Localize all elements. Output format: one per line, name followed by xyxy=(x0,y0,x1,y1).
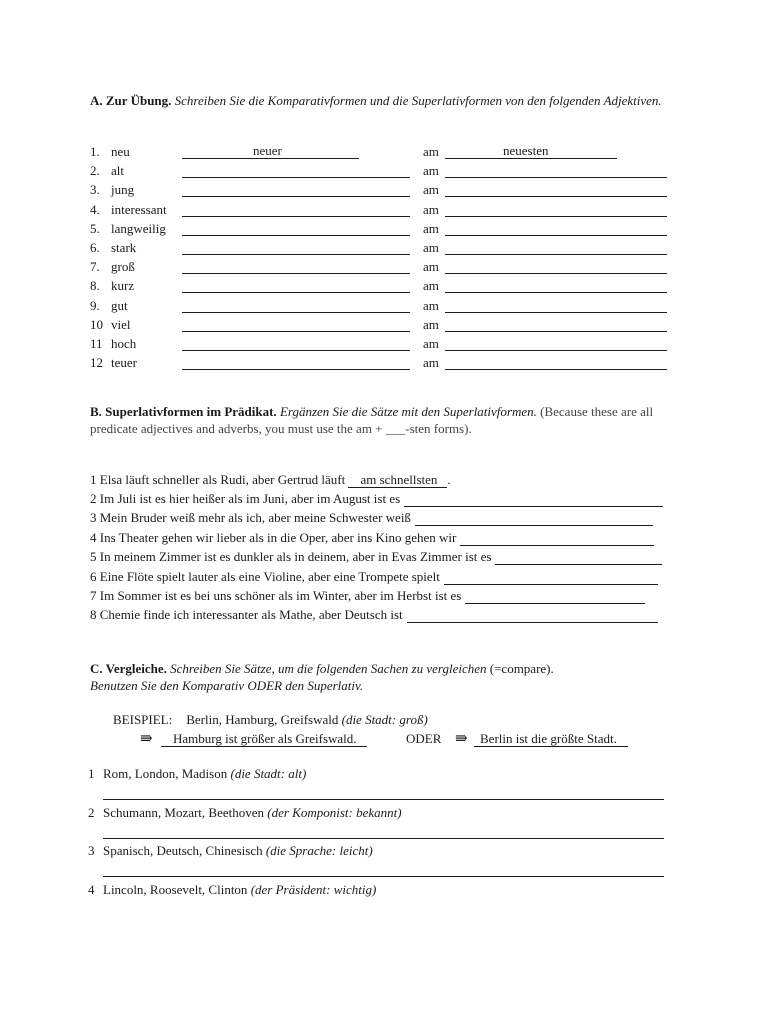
adjective-word: groß xyxy=(111,259,135,275)
comparative-blank[interactable] xyxy=(182,331,410,332)
item-number: 12 xyxy=(90,355,103,371)
item-number: 1 xyxy=(88,766,95,781)
item-number: 5. xyxy=(90,220,100,236)
comparative-blank[interactable] xyxy=(182,196,410,197)
adjective-word: alt xyxy=(111,163,124,179)
sentence-text: 2 Im Juli ist es hier heißer als im Juni, aber im August ist es xyxy=(90,491,401,506)
adjective-word: viel xyxy=(111,316,131,332)
example-label: BEISPIEL: xyxy=(113,712,173,727)
answer-blank[interactable] xyxy=(495,552,662,565)
superlative-blank[interactable] xyxy=(445,350,667,351)
arrow-icon: ⇛ xyxy=(140,731,153,747)
section-b-note: (Because these are all predicate adjectives and adverbs, you must use the am + ___-sten forms). xyxy=(90,404,654,436)
sentence-1-answer: am schnellsten xyxy=(348,473,447,488)
adjective-word: interessant xyxy=(111,201,167,217)
compare-hint: (die Stadt: alt) xyxy=(230,766,307,781)
example-words: Berlin, Hamburg, Greifswald xyxy=(186,712,342,727)
sentence-text: 6 Eine Flöte spielt lauter als eine Violine, aber eine Trompete spielt xyxy=(90,568,440,584)
sentence-row xyxy=(90,491,663,507)
comparative-blank[interactable] xyxy=(182,235,410,236)
am-label: am xyxy=(423,278,439,294)
item-number: 3 xyxy=(88,843,95,858)
comparative-blank[interactable] xyxy=(182,312,410,313)
sentence-text: 7 Im Sommer ist es bei uns schöner als im Winter, aber im Herbst ist es xyxy=(90,588,462,603)
adjective-word: langweilig xyxy=(111,220,166,236)
am-label: am xyxy=(423,182,439,198)
sentence-row xyxy=(90,588,645,604)
item-number: 9. xyxy=(90,297,100,313)
compare-words-text: Lincoln, Roosevelt, Clinton xyxy=(103,881,251,897)
item-number: 3. xyxy=(90,182,100,198)
arrow-icon: ⇛ xyxy=(455,731,468,747)
item-number: 2. xyxy=(90,163,100,179)
sentence-text: 3 Mein Bruder weiß mehr als ich, aber meine Schwester weiß xyxy=(90,510,411,526)
superlative-blank[interactable] xyxy=(445,177,667,178)
compare-words xyxy=(103,805,402,821)
section-b-title: B. Superlativformen im Prädikat. xyxy=(90,404,277,419)
compare-words xyxy=(103,882,376,898)
comparative-blank[interactable] xyxy=(182,254,410,255)
am-label: am xyxy=(423,240,439,255)
am-label: am xyxy=(423,316,439,332)
compare-hint: (der Präsident: wichtig) xyxy=(250,881,377,897)
answer-blank[interactable] xyxy=(404,494,663,507)
adjective-word: gut xyxy=(111,297,128,313)
superlative-blank[interactable] xyxy=(445,235,667,236)
item-number: 10 xyxy=(90,316,103,332)
sentence-text: 4 Ins Theater gehen wir lieber als in die Oper, aber ins Kino gehen wir xyxy=(90,529,457,545)
superlative-blank[interactable] xyxy=(445,292,667,293)
sentence-row xyxy=(90,607,658,623)
answer-blank[interactable] xyxy=(460,533,654,546)
superlative-blank[interactable] xyxy=(445,196,667,197)
section-c-instructions: Schreiben Sie Sätze, um die folgenden Sachen zu vergleichen xyxy=(166,661,487,676)
am-label: am xyxy=(423,144,439,159)
sentence-text: 5 In meinem Zimmer ist es dunkler als in deinem, aber in Evas Zimmer ist es xyxy=(90,549,492,565)
section-b-instructions: Ergänzen Sie die Sätze mit den Superlativformen. xyxy=(276,404,537,419)
am-label: am xyxy=(423,163,439,179)
am-label: am xyxy=(423,355,439,371)
compare-words-text: Rom, London, Madison xyxy=(103,766,231,781)
adjective-word: neu xyxy=(111,144,130,159)
item-number: 6. xyxy=(90,240,100,255)
comparative-blank[interactable] xyxy=(182,292,410,293)
item-number: 4. xyxy=(90,201,100,217)
item-number: 8. xyxy=(90,278,100,294)
answer-line[interactable] xyxy=(103,799,664,800)
section-c-instructions-2: Benutzen Sie den Komparativ ODER den Superlativ. xyxy=(90,678,364,693)
comparative-blank[interactable] xyxy=(182,350,410,351)
superlative-blank[interactable] xyxy=(445,331,667,332)
adjective-word: jung xyxy=(111,182,135,198)
example-answer-2: Berlin ist die größte Stadt. xyxy=(474,731,628,747)
example-hint: (die Stadt: groß) xyxy=(341,712,428,727)
example-line xyxy=(113,712,428,728)
item-number: 2 xyxy=(88,804,95,820)
comparative-blank[interactable] xyxy=(182,216,410,217)
sentence-row xyxy=(90,569,658,585)
compare-hint: (die Sprache: leicht) xyxy=(265,843,373,858)
superlative-blank[interactable] xyxy=(445,254,667,255)
section-b-heading xyxy=(90,403,680,437)
item-number: 1. xyxy=(90,144,100,159)
sentence-row xyxy=(90,549,662,565)
am-label: am xyxy=(423,259,439,275)
superlative-blank[interactable] xyxy=(445,216,667,217)
sentence-row xyxy=(90,530,654,546)
compare-words-text: Spanisch, Deutsch, Chinesisch xyxy=(103,843,266,858)
adjective-word: teuer xyxy=(111,355,137,371)
section-c-note: (=compare). xyxy=(486,661,554,676)
answer-blank[interactable] xyxy=(407,610,658,623)
or-label: ODER xyxy=(406,731,442,746)
example-superlative: neuesten xyxy=(503,143,549,158)
item-number: 4 xyxy=(88,881,95,897)
answer-blank[interactable] xyxy=(444,572,658,585)
section-c-heading xyxy=(90,660,690,694)
adjective-word: stark xyxy=(111,240,137,255)
sentence-end: . xyxy=(447,472,451,487)
answer-blank[interactable] xyxy=(415,513,653,526)
am-label: am xyxy=(423,201,439,217)
comparative-blank[interactable] xyxy=(182,369,410,370)
am-label: am xyxy=(423,336,439,351)
compare-words xyxy=(103,766,306,782)
item-number: 11 xyxy=(90,336,103,351)
section-a-heading xyxy=(90,92,690,109)
answer-blank[interactable] xyxy=(465,591,645,604)
section-b-sentence-1 xyxy=(90,472,451,488)
sentence-text: 8 Chemie finde ich interessanter als Mathe, aber Deutsch ist xyxy=(90,607,403,623)
sentence-text: 1 Elsa läuft schneller als Rudi, aber Gertrud läuft xyxy=(90,472,349,487)
section-a-title: A. Zur Übung. xyxy=(90,93,172,108)
superlative-blank[interactable] xyxy=(445,312,667,313)
compare-words xyxy=(103,843,373,859)
comparative-blank[interactable] xyxy=(182,177,410,178)
compare-words-text: Schumann, Mozart, Beethoven xyxy=(103,804,268,820)
answer-line[interactable] xyxy=(103,838,664,839)
comparative-blank[interactable] xyxy=(182,273,410,274)
compare-hint: (der Komponist: bekannt) xyxy=(267,804,402,820)
superlative-blank[interactable] xyxy=(445,273,667,274)
superlative-blank[interactable] xyxy=(445,369,667,370)
am-label: am xyxy=(423,220,439,236)
item-number: 7. xyxy=(90,259,100,275)
example-comparative: neuer xyxy=(253,143,282,158)
sentence-row xyxy=(90,510,653,526)
example-answer-1: Hamburg ist größer als Greifswald. xyxy=(161,731,367,747)
section-a-instructions: Schreiben Sie die Komparativformen und die Superlativformen von den folgenden Adjektiven. xyxy=(171,93,662,108)
section-c-title: C. Vergleiche. xyxy=(90,661,167,676)
answer-line[interactable] xyxy=(103,876,664,877)
adjective-word: kurz xyxy=(111,278,135,294)
adjective-word: hoch xyxy=(111,336,137,351)
am-label: am xyxy=(423,297,439,313)
